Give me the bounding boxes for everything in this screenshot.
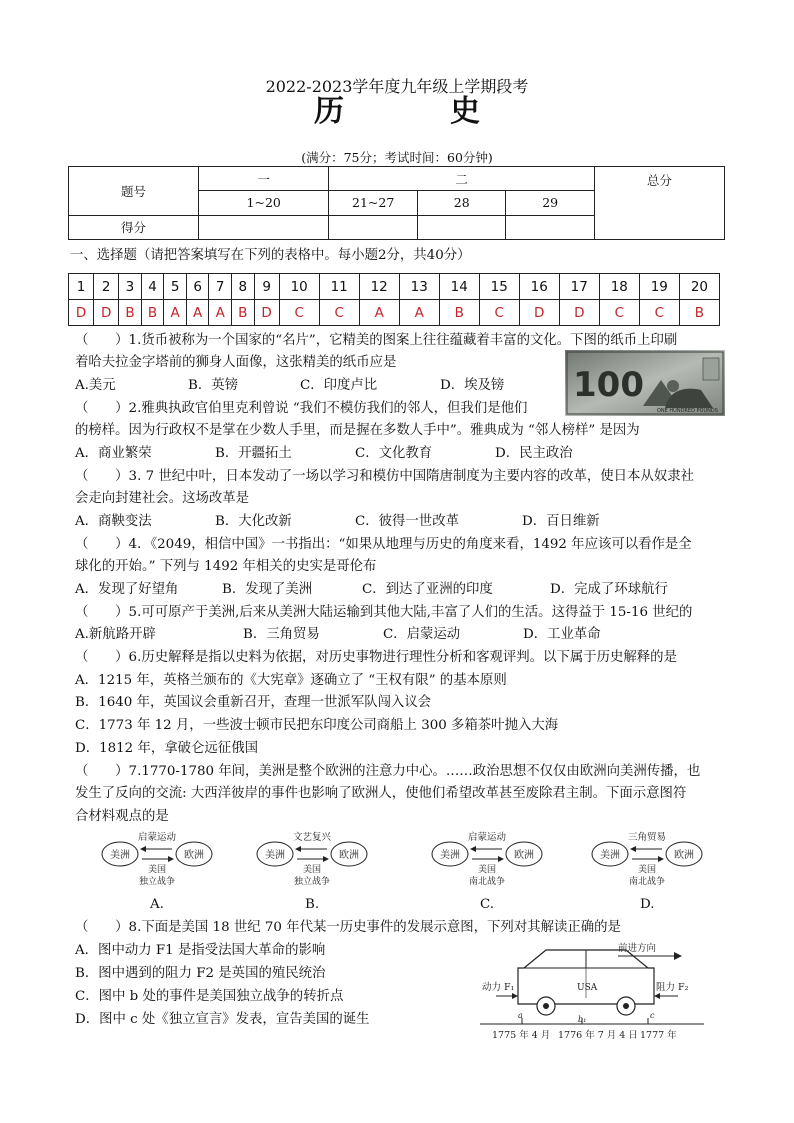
- q4-option-b: B．发现了美洲: [222, 582, 313, 597]
- q5-option-c: C．启蒙运动: [383, 627, 461, 642]
- score-table: [68, 166, 725, 240]
- q7-diagram-b: [253, 826, 375, 890]
- answer-cell[interactable]: D: [94, 300, 119, 326]
- q4-option-a: A．发现了好望角: [75, 582, 179, 597]
- diagram-left-node: 美洲: [265, 850, 285, 861]
- answer-cell[interactable]: A: [359, 300, 399, 326]
- diagram-bottom-label: 美国: [477, 865, 497, 875]
- q6-option-b: B．1640 年，英国议会重新召开，查理一世派军队闯入议会: [75, 695, 432, 710]
- point-a: a: [518, 1011, 523, 1020]
- score-header-tihao: 题号: [69, 167, 199, 216]
- q6-stem: （ ）6.历史解释是指以史料为依据，对历史事物进行理性分析和客观评判。以下属于历史解释的是: [75, 650, 677, 665]
- force2-label: 阻力 F₂: [656, 982, 689, 993]
- q8-option-a: A．图中动力 F1 是指受法国大革命的影响: [75, 943, 326, 958]
- score-header-sec2: 二: [329, 167, 595, 191]
- point-b: b₁: [578, 1015, 587, 1024]
- answer-cell[interactable]: D: [519, 300, 559, 326]
- q3-option-d: D．百日维新: [522, 514, 600, 529]
- answer-cell[interactable]: D: [254, 300, 279, 326]
- answer-number: 20: [679, 274, 719, 300]
- answer-cell[interactable]: A: [186, 300, 209, 326]
- answer-number: 5: [164, 274, 187, 300]
- date-3: 1777 年: [640, 1030, 677, 1041]
- q5-option-d: D．工业革命: [523, 627, 601, 642]
- answer-cell[interactable]: A: [209, 300, 232, 326]
- q3-option-b: B．大化改新: [215, 514, 292, 529]
- answer-cell[interactable]: C: [479, 300, 519, 326]
- diagram-bottom-label-2: 独立战争: [138, 877, 176, 887]
- q1-option-c: C．印度卢比: [300, 378, 378, 393]
- answer-cell[interactable]: B: [231, 300, 254, 326]
- answer-cell[interactable]: A: [164, 300, 187, 326]
- q7-diagram-a: [98, 826, 220, 890]
- q1-stem-cont: 着哈夫拉金字塔前的狮身人面像，这张精美的纸币应是: [75, 355, 397, 370]
- q6-option-a: A．1215 年，英格兰颁布的《大宪章》逐确立了 “王权有限” 的基本原则: [75, 673, 507, 688]
- subject-title: 历 史: [314, 94, 518, 129]
- answer-cell[interactable]: D: [69, 300, 94, 326]
- answer-number: 18: [599, 274, 639, 300]
- q4-option-d: D．完成了环球航行: [550, 582, 668, 597]
- answer-number: 4: [141, 274, 164, 300]
- q4-option-c: C．到达了亚洲的印度: [362, 582, 493, 597]
- score-cell[interactable]: [417, 215, 505, 239]
- answer-number: 11: [319, 274, 359, 300]
- q1-stem: （ ）1.货币被称为一个国家的“名片”，它精美的图案上往往蕴藏着丰富的文化。下图的纸币上印刷: [75, 333, 678, 348]
- point-c: c: [650, 1011, 655, 1020]
- section1-heading: 一、选择题（请把答案填写在下列的表格中。每小题2分，共40分）: [70, 248, 471, 263]
- answer-cell[interactable]: C: [319, 300, 359, 326]
- q3-option-c: C．彼得一世改革: [355, 514, 459, 529]
- q3-stem-cont: 会走向封建社会。这场改革是: [75, 491, 250, 506]
- answer-number: 10: [279, 274, 319, 300]
- q8-car-figure: [478, 938, 706, 1044]
- force1-label: 动力 F₁: [482, 982, 515, 993]
- score-row-defen: 得分: [69, 215, 199, 239]
- diagram-bottom-label-2: 南北战争: [468, 877, 506, 887]
- exam-info: (满分：75分；考试时间：60分钟): [301, 150, 493, 165]
- score-cell[interactable]: [199, 215, 329, 239]
- answer-number: 6: [186, 274, 209, 300]
- q7-diagram-d: [588, 826, 710, 890]
- q8-option-d: D．图中 c 处《独立宣言》发表，宣告美国的诞生: [75, 1012, 370, 1027]
- diagram-bottom-label: 美国: [147, 865, 167, 875]
- answer-table: [68, 273, 720, 326]
- answer-cell[interactable]: B: [439, 300, 479, 326]
- diagram-right-node: 欧洲: [674, 850, 694, 861]
- answer-number: 7: [209, 274, 232, 300]
- diagram-left-node: 美洲: [440, 850, 460, 861]
- svg-text:100: 100: [573, 365, 644, 405]
- answer-cell[interactable]: C: [639, 300, 679, 326]
- answer-cell[interactable]: B: [679, 300, 719, 326]
- q7-option-label: A.: [150, 897, 164, 912]
- answer-cell[interactable]: C: [599, 300, 639, 326]
- q2-stem-cont: 的榜样。因为行政权不是掌在少数人手里，而是握在多数人手中”。雅典成为 “邻人榜样” 是因为: [75, 423, 640, 438]
- score-cell[interactable]: [329, 215, 418, 239]
- diagram-left-node: 美洲: [600, 850, 620, 861]
- q4-stem-cont: 球化的开始。” 下列与 1492 年相关的史实是哥伦布: [75, 559, 377, 574]
- q7-stem: （ ）7.1770-1780 年间，美洲是整个欧洲的注意力中心。……政治思想不仅仅由欧洲向美洲传播，也: [75, 764, 701, 779]
- q7-option-label: B.: [305, 897, 320, 912]
- q7-option-label: C.: [480, 897, 495, 912]
- answer-number: 14: [439, 274, 479, 300]
- answer-number: 9: [254, 274, 279, 300]
- q2-option-a: A．商业繁荣: [75, 446, 152, 461]
- answer-cell[interactable]: B: [141, 300, 164, 326]
- q6-option-d: D．1812 年，拿破仑远征俄国: [75, 741, 258, 756]
- q2-option-d: D．民主政治: [495, 446, 573, 461]
- score-col-29: 29: [506, 191, 594, 215]
- q3-stem: （ ）3. 7 世纪中叶，日本发动了一场以学习和模仿中国隋唐制度为主要内容的改革，使日本从奴隶社: [75, 469, 694, 484]
- q8-option-b: B．图中遇到的阻力 F2 是英国的殖民统治: [75, 966, 326, 981]
- q1-option-a: A.美元: [75, 378, 116, 393]
- diagram-bottom-label: 美国: [637, 865, 657, 875]
- q6-option-c: C．1773 年 12 月，一些波士顿市民把东印度公司商船上 300 多箱茶叶抛入大海: [75, 718, 559, 733]
- answer-cell[interactable]: A: [399, 300, 439, 326]
- answer-number: 16: [519, 274, 559, 300]
- svg-text:ONE HUNDRED POUNDS: ONE HUNDRED POUNDS: [657, 408, 718, 414]
- score-cell[interactable]: [506, 215, 594, 239]
- score-header-total: 总分: [594, 167, 724, 240]
- q5-option-a: A.新航路开辟: [75, 627, 156, 642]
- diagram-top-label: 三角贸易: [627, 832, 667, 843]
- answer-number: 2: [94, 274, 119, 300]
- diagram-bottom-label-2: 独立战争: [293, 877, 331, 887]
- q7-option-label: D.: [640, 897, 655, 912]
- score-header-sec1: 一: [199, 167, 329, 191]
- diagram-right-node: 欧洲: [339, 850, 359, 861]
- score-col-1-20: 1~20: [199, 191, 329, 215]
- answer-number: 3: [119, 274, 142, 300]
- answer-number: 1: [69, 274, 94, 300]
- diagram-left-node: 美洲: [110, 850, 130, 861]
- q1-option-d: D．埃及镑: [440, 378, 505, 393]
- q8-stem: （ ）8.下面是美国 18 世纪 70 年代某一历史事件的发展示意图，下列对其解读正确的是: [75, 920, 621, 935]
- diagram-bottom-label: 美国: [302, 865, 322, 875]
- score-col-28: 28: [417, 191, 505, 215]
- diagram-top-label: 启蒙运动: [137, 832, 177, 843]
- answer-cell[interactable]: B: [119, 300, 142, 326]
- q2-stem: （ ）2.雅典执政官伯里克利曾说 “我们不模仿我们的邻人，但我们是他们: [75, 401, 528, 416]
- usa-label: USA: [577, 983, 598, 993]
- diagram-top-label: 文艺复兴: [292, 832, 332, 843]
- diagram-right-node: 欧洲: [514, 850, 534, 861]
- q5-stem: （ ）5.可可原产于美洲,后来从美洲大陆运输到其他大陆,丰富了人们的生活。这得益于 15-16 世纪的: [75, 605, 693, 620]
- q7-diagram-c: [428, 826, 550, 890]
- diagram-top-label: 启蒙运动: [467, 832, 507, 843]
- answer-number: 12: [359, 274, 399, 300]
- answer-number: 17: [559, 274, 599, 300]
- date-2: 1776 年 7 月 4 日: [558, 1030, 638, 1041]
- q2-option-c: C．文化教育: [355, 446, 433, 461]
- answer-cell[interactable]: C: [279, 300, 319, 326]
- score-col-21-27: 21~27: [329, 191, 418, 215]
- date-1: 1775 年 4 月: [492, 1030, 551, 1041]
- diagram-right-node: 欧洲: [184, 850, 204, 861]
- banknote-image: [565, 350, 725, 416]
- answer-number: 13: [399, 274, 439, 300]
- answer-number: 15: [479, 274, 519, 300]
- exam-title: 2022-2023学年度九年级上学期段考: [265, 77, 529, 96]
- q2-option-b: B．开疆拓土: [215, 446, 292, 461]
- q7-stem-cont2: 合材料观点的是: [75, 809, 169, 824]
- answer-number: 19: [639, 274, 679, 300]
- q1-option-b: B．英镑: [188, 378, 239, 393]
- diagram-bottom-label-2: 南北战争: [628, 877, 666, 887]
- q4-stem: （ ）4．《2049，相信中国》一书指出：“如果从地理与历史的角度来看，1492 年应该可以看作是全: [75, 537, 692, 552]
- answer-cell[interactable]: D: [559, 300, 599, 326]
- q7-stem-cont: 发生了反向的交流: 大西洋彼岸的事件也影响了欧洲人，使他们希望改革甚至废除君主制。下面示意图符: [75, 786, 687, 801]
- q3-option-a: A．商鞅变法: [75, 514, 152, 529]
- q5-option-b: B．三角贸易: [243, 627, 320, 642]
- answer-number: 8: [231, 274, 254, 300]
- q8-option-c: C．图中 b 处的事件是美国独立战争的转折点: [75, 989, 344, 1004]
- direction-label: 前进方向: [618, 943, 657, 954]
